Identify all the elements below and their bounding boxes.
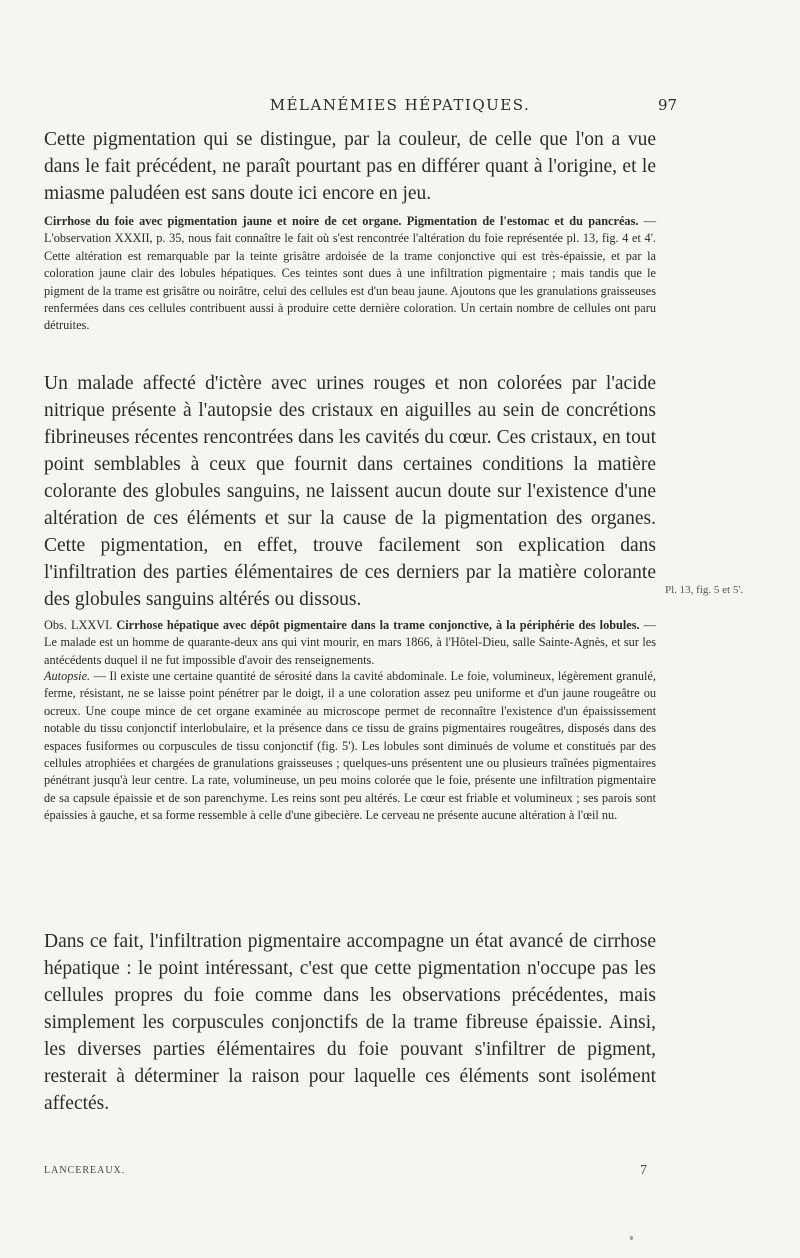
- observation-title: Cirrhose hépatique avec dépôt pigmentaire dans la trame conjonctive, à la périphérie des lobules.: [116, 618, 640, 632]
- case-title: Cirrhose du foie avec pigmentation jaune et noire de cet organe. Pigmentation de l'estomac et du pancréas.: [44, 214, 639, 228]
- paragraph-intro: Cette pigmentation qui se distingue, par la couleur, de celle que l'on a vue dans le fait précédent, ne paraît pourtant pas en différer quant à l'origine, et le miasme paludéen est sans doute ici encore en jeu.: [44, 129, 656, 204]
- observation-label: Obs. LXXVI.: [44, 618, 117, 632]
- autopsy-section: [44, 668, 656, 825]
- observation-body: — Le malade est un homme de quarante-deux ans qui vint mourir, en mars 1866, à l'Hôtel-Dieu, salle Sainte-Agnès, et sur les antécédents duquel il ne fut impossible d'avoir des renseignements.: [44, 618, 657, 667]
- observation-lxxvi: [44, 617, 656, 669]
- case-note-cirrhosis: [44, 213, 656, 335]
- paragraph-icterus: Un malade affecté d'ictère avec urines rouges et non colorées par l'acide nitrique présente à l'autopsie des cristaux en aiguilles au sein de concrétions fibrineuses récentes rencontrées dans les cavités du cœur. Ces cristaux, en tout point semblables à ceux que fournit dans certaines conditions la matière colorante des globules sanguins, ne laissent aucun doute sur l'existence d'une altération de ces éléments et sur la cause de la pigmentation des organes. Cette pigmentation, en effet, trouve facilement son explication dans l'infiltration des parties élémentaires de ces derniers par la matière colorante des globules sanguins altérés ou dissous.: [44, 373, 656, 610]
- autopsy-body: — Il existe une certaine quantité de sérosité dans la cavité abdominale. Le foie, volumineux, légèrement granulé, ferme, résistant, ne se laisse point pénétrer par le doigt, il a une coloration assez peu uniforme et d'un jaune rougeâtre ou ocreux. Une coupe mince de cet organe examinée au microscope permet de reconnaître l'existence d'un épaississement notable du tissu conjonctif interlobulaire, et la présence dans ce tissu de grains pigmentaires rougeâtres, disposés dans des espaces fusiformes ou corpuscules de tissu conjonctif (fig. 5'). Les lobules sont diminués de volume et constitués par des cellules atrophiées et chargées de granulations graisseuses ; quelques-uns présentent une ou plusieurs traînées pigmentaires pénétrant jusqu'à leur centre. La rate, volumineuse, un peu moins colorée que le foie, présente une infiltration pigmentaire de sa capsule épaissie et de son parenchyme. Les reins sont peu altérés. Le cœur est friable et volumineux ; ses parois sont épaissies à gauche, et sa forme ressemble à celle d'une gibecière. Le cerveau ne présente aucune altération à l'œil nu.: [44, 669, 656, 823]
- signature-mark: 7: [640, 1163, 647, 1178]
- paragraph-conclusion: Dans ce fait, l'infiltration pigmentaire accompagne un état avancé de cirrhose hépatique : le point intéressant, c'est que cette pigmentation n'occupe pas les cellules propres du foie comme dans les observations précédentes, mais simplement les corpuscules conjonctifs de la trame fibreuse épaissie. Ainsi, les diverses parties élémentaires du foie pouvant s'infiltrer de pigment, resterait à déterminer la raison pour laquelle ces éléments sont isolément affectés.: [44, 931, 656, 1114]
- page-number: 97: [658, 96, 678, 114]
- running-title: MÉLANÉMIES HÉPATIQUES.: [269, 96, 531, 114]
- paper-speck: [630, 1236, 633, 1240]
- autopsy-label: Autopsie.: [44, 669, 91, 683]
- footer-author: LANCEREAUX.: [44, 1165, 126, 1176]
- plate-reference: Pl. 13, fig. 5 et 5'.: [665, 584, 744, 596]
- case-body: — L'observation XXXII, p. 35, nous fait connaître le fait où s'est rencontrée l'altération du foie représentée pl. 13, fig. 4 et 4'. Cette altération est remarquable par la teinte grisâtre ardoisée de la trame conjonctive qui est très-épaissie, et par la coloration jaune clair des lobules hépatiques. Ces teintes sont dues à une infiltration pigmentaire ; mais tandis que le pigment de la trame est grisâtre ou noirâtre, celui des cellules est d'un beau jaune. Ajoutons que les granulations graisseuses renfermées dans ces cellules contribuent aussi à produire cette dernière coloration. Un certain nombre de cellules ont paru détruites.: [44, 214, 657, 333]
